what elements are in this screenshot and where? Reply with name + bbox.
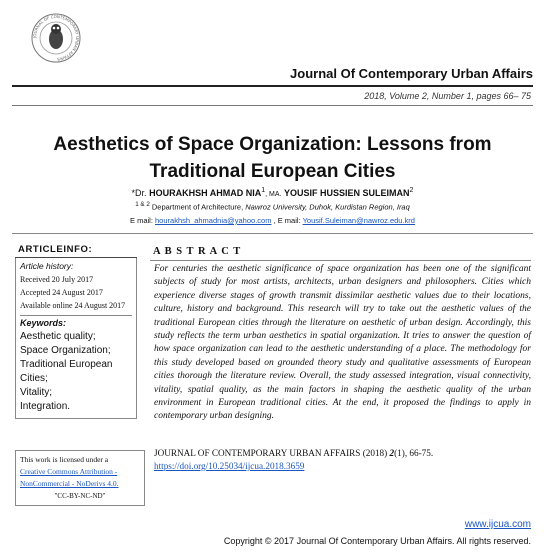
journal-name: Journal Of Contemporary Urban Affairs — [290, 66, 533, 81]
keyword-item: Traditional European Cities; — [20, 359, 113, 384]
keyword-item: Space Organization; — [20, 345, 111, 356]
affil-sup: 1 & 2 — [135, 201, 150, 208]
email-link-2[interactable]: Yousif.Suleiman@nawroz.edu.krd — [302, 216, 415, 225]
header-rule — [12, 85, 533, 87]
doi-line — [154, 461, 304, 471]
accepted-date: Accepted 24 August 2017 — [20, 288, 103, 297]
available-date: Available online 24 August 2017 — [20, 301, 126, 310]
email-label-2: , E mail: — [271, 216, 303, 225]
affiliation — [0, 201, 545, 212]
license-text: This work is licensed under a — [20, 455, 109, 464]
article-info-body — [15, 258, 137, 419]
abstract-body: For centuries the aesthetic significance of space organization has been one of the significant subjects of study for most artists, architects, urban designers and philosophers. Cities which experience diverse stages of growth transmit dissimilar aesthetic values due to their locations, culture, history and background. This research will try to take out the aesthetic values of the traditional European cities through the literature on aesthetic of urban design. Accordingly, this study reflects the term urban aesthetics in spatial organization. It tries to answer the question of how space organization can lead to the aesthetic understanding of a place. The methodology for this study developed based on grounded theory study and qualitative assessments of European cities thorough the literature review. Overall, the study assessed integration, visual connectivity, vitality, spatial quality, as the main factors in shaping the aesthetic quality of the urban environment in European traditional cities. At the end, it proposed the findings to apply in contemporary urban designing. — [154, 264, 531, 422]
journal-logo — [30, 12, 82, 64]
citation-pre: JOURNAL OF CONTEMPORARY URBAN AFFAIRS (2018) — [154, 448, 390, 458]
section-rule — [12, 233, 533, 234]
paper-title: Aesthetics of Space Organization: Lessons from Traditional European Cities — [53, 134, 492, 182]
keyword-item: Aesthetic quality; — [20, 331, 96, 342]
citation-post: (1), 66-75. — [394, 448, 434, 458]
license-box — [15, 450, 145, 506]
abstract-rule — [150, 260, 531, 261]
keywords-list — [20, 330, 132, 414]
citation-vol: 2 — [389, 448, 395, 458]
received-date: Received 20 July 2017 — [20, 275, 94, 284]
logo-ring-text: JOURNAL OF CONTEMPORARY URBAN AFFAIRS — [31, 13, 81, 62]
article-info-heading: ARTICLEINFO: — [15, 241, 137, 258]
article-info-box — [15, 241, 137, 419]
author2-name: YOUSIF HUSSIEN SULEIMAN — [284, 188, 410, 198]
citation — [154, 448, 433, 458]
author2-sup: 2 — [409, 187, 414, 194]
abstract-heading: A B S T R A C T — [153, 246, 242, 257]
doi-link[interactable]: https://doi.org/10.25034/ijcua.2018.3659 — [154, 461, 305, 471]
email-link-1[interactable]: hourakhsh_ahmadnia@yahoo.com — [155, 216, 272, 225]
keyword-item: Integration. — [20, 401, 71, 412]
copyright: Copyright © 2017 Journal Of Contemporary Urban Affairs. All rights reserved. — [223, 536, 531, 546]
author1-name: HOURAKHSH AHMAD NIA — [149, 188, 262, 198]
authors-line — [0, 187, 545, 198]
emails-line — [0, 216, 545, 225]
affil-plain: Department of Architecture, — [149, 202, 246, 212]
website-link[interactable]: www.ijcua.com — [464, 519, 531, 530]
email-label-1: E mail: — [130, 216, 156, 225]
keywords-label: Keywords: — [20, 315, 132, 330]
header-rule-thin — [12, 105, 533, 106]
author1-prefix: *Dr. — [131, 188, 147, 198]
history-label: Article history: — [20, 261, 74, 271]
author1-sup: 1 — [261, 187, 266, 194]
issue-line: 2018, Volume 2, Number 1, pages 66– 75 — [364, 91, 531, 101]
affil-italic: Nawroz University, Duhok, Kurdistan Region, Iraq — [245, 202, 410, 212]
license-cc: "CC-BY-NC-ND" — [54, 492, 106, 500]
keyword-item: Vitality; — [20, 387, 53, 398]
author2-prefix: , MA. — [265, 191, 282, 198]
license-link[interactable]: Creative Commons Attribution - NonCommercial - NoDerivs 4.0. — [20, 467, 119, 488]
